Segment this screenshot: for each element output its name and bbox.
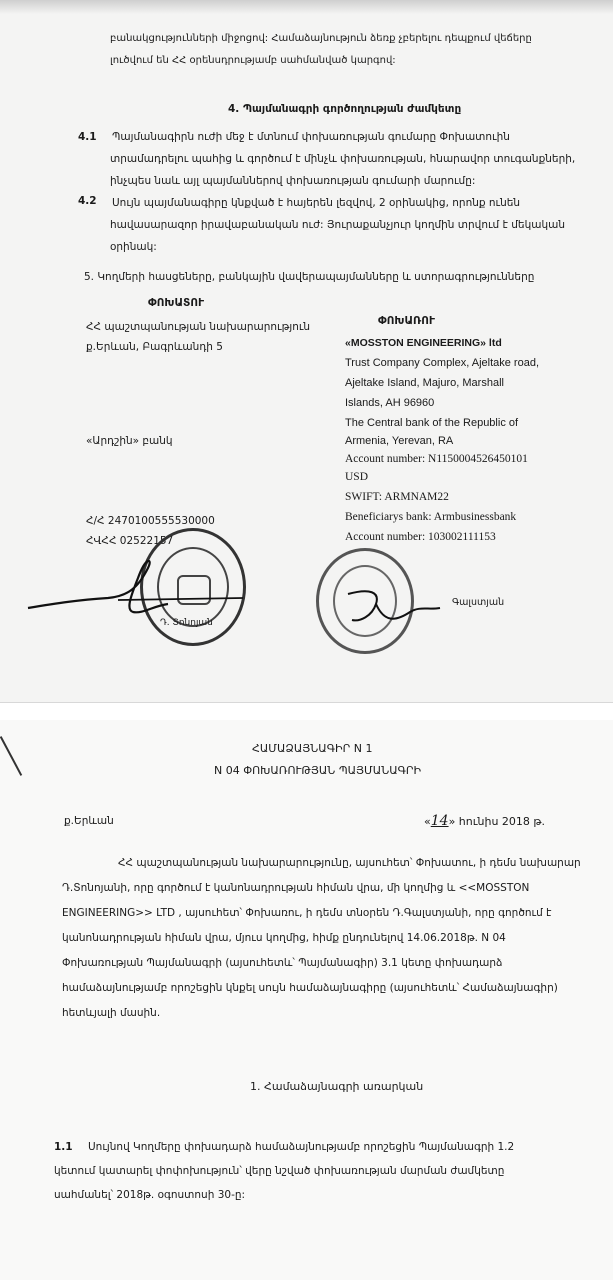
text-line: ՀՀ պաշտպանության նախարարությունը, այսուհետ՝ Փոխատու, ի դեմս նախարար <box>118 857 581 869</box>
signature-left <box>18 548 258 628</box>
party-line: «MOSSTON ENGINEERING» ltd <box>345 337 502 349</box>
section-heading: 5. Կողմերի հասցեները, բանկային վավերապայմանները և ստորագրությունները <box>84 271 535 283</box>
text-line: Սույն պայմանագիրը կնքված է հայերեն լեզվով, 2 օրինակից, որոնք ունեն <box>112 197 521 209</box>
signature-right <box>340 582 460 632</box>
text-line: կետում կատարել փոփոխություն՝ վերը նշված փոխառության մարման ժամկետը <box>54 1165 505 1177</box>
party-heading: ՓՈԽԱՌՈՒ <box>378 315 435 327</box>
section-heading: 4. Պայմանագրի գործողության ժամկետը <box>228 103 462 115</box>
date <box>424 812 545 831</box>
swift-code: SWIFT: ARMNAM22 <box>345 491 449 503</box>
text-line: բանակցությունների միջոցով: Համաձայնություն ձեռք չբերելու դեպքում վեճերը <box>110 33 532 44</box>
party-line: Ajeltake Island, Majuro, Marshall <box>345 377 504 389</box>
signatory-name: Դ. Տոնոյան <box>160 618 213 628</box>
scan-top-edge <box>0 0 613 14</box>
party-line: Trust Company Complex, Ajeltake road, <box>345 357 540 369</box>
party-line: The Central bank of the Republic of <box>345 417 519 429</box>
text-line: կանոնադրության հիման վրա, մյուս կողմից, հիմք ընդունելով 14.06.2018թ. N 04 <box>62 932 506 944</box>
party-line: Islands, AH 96960 <box>345 397 435 409</box>
text-line: տրամադրելու պահից և գործում է մինչև փոխառության, հնարավոր տուգանքների, <box>110 153 576 165</box>
party-heading: ՓՈԽԱՏՈՒ <box>148 297 205 309</box>
date-day: 14 <box>430 813 449 829</box>
bank-name: Beneficiarys bank: Armbusinessbank <box>345 511 517 523</box>
party-line: ք.Երևան, Բագրևանդի 5 <box>86 341 223 353</box>
date-open: « <box>424 815 431 828</box>
party-line: «Արդշին» բանկ <box>86 435 173 447</box>
clause-number: 4.1 <box>78 131 97 143</box>
text-line: հավասարազոր իրավաբանական ուժ: Յուրաքանչյուր կողմին տրվում է մեկական <box>110 219 566 231</box>
place: ք.Երևան <box>64 815 114 827</box>
text-line: Պայմանագիրն ուժի մեջ է մտնում փոխառության գումարը Փոխատուին <box>112 131 510 143</box>
clause-number: 1.1 <box>54 1141 73 1153</box>
scan-mark <box>0 736 22 776</box>
clause-number: 4.2 <box>78 195 97 207</box>
account-number: Account number: 103002111153 <box>345 531 496 543</box>
account-number: Հ/Հ 2470100555530000 <box>86 515 215 527</box>
agreement-subtitle: N 04 ՓՈԽԱՌՈՒԹՅԱՆ ՊԱՅՄԱՆԱԳՐԻ <box>214 764 422 777</box>
text-line: հետևյալի մասին. <box>62 1007 161 1019</box>
text-line: ENGINEERING>> LTD , այսուհետ՝ Փոխառու, ի դեմս տնօրեն Դ.Գալստյանի, որը գործում է <box>62 907 552 919</box>
account-number: Account number: N1150004526450101 <box>345 453 528 465</box>
page-separator <box>0 702 613 721</box>
text-line: լուծվում են ՀՀ օրենսդրությամբ սահմանված կարգով: <box>110 55 396 66</box>
party-line: Armenia, Yerevan, RA <box>345 435 454 447</box>
signatory-name: Գալստյան <box>452 597 505 608</box>
party-line: ՀՀ պաշտպանության նախարարություն <box>86 321 311 333</box>
text-line: ինչպես նաև այլ պայմաններով փոխառության գումարի մարումը: <box>110 175 476 187</box>
section-heading: 1. Համաձայնագրի առարկան <box>250 1080 424 1093</box>
text-line: օրինակ: <box>110 241 157 253</box>
text-line: համաձայնությամբ որոշեցին կնքել սույն համաձայնագիրը (այսուհետև՝ Համաձայնագիր) <box>62 982 558 994</box>
date-rest: » հունիս 2018 թ. <box>448 815 546 828</box>
text-line: Փոխառության Պայմանագրի (այսուհետև՝ Պայմանագիր) 3.1 կետը փոխադարձ <box>62 957 503 969</box>
tax-number: ՀՎՀՀ 02522157 <box>86 535 174 547</box>
document-page-2 <box>0 720 613 1280</box>
currency: USD <box>345 471 369 483</box>
text-line: Դ.Տոնոյանի, որը գործում է կանոնադրության հիման վրա, մի կողմից և <<MOSSTON <box>62 882 530 894</box>
text-line: սահմանել՝ 2018թ. օգոստոսի 30-ը: <box>54 1189 246 1201</box>
agreement-title: ՀԱՄԱՁԱՅՆԱԳԻՐ N 1 <box>252 742 373 755</box>
text-line: Սույնով Կողմերը փոխադարձ համաձայնությամբ որոշեցին Պայմանագրի 1.2 <box>88 1141 515 1153</box>
